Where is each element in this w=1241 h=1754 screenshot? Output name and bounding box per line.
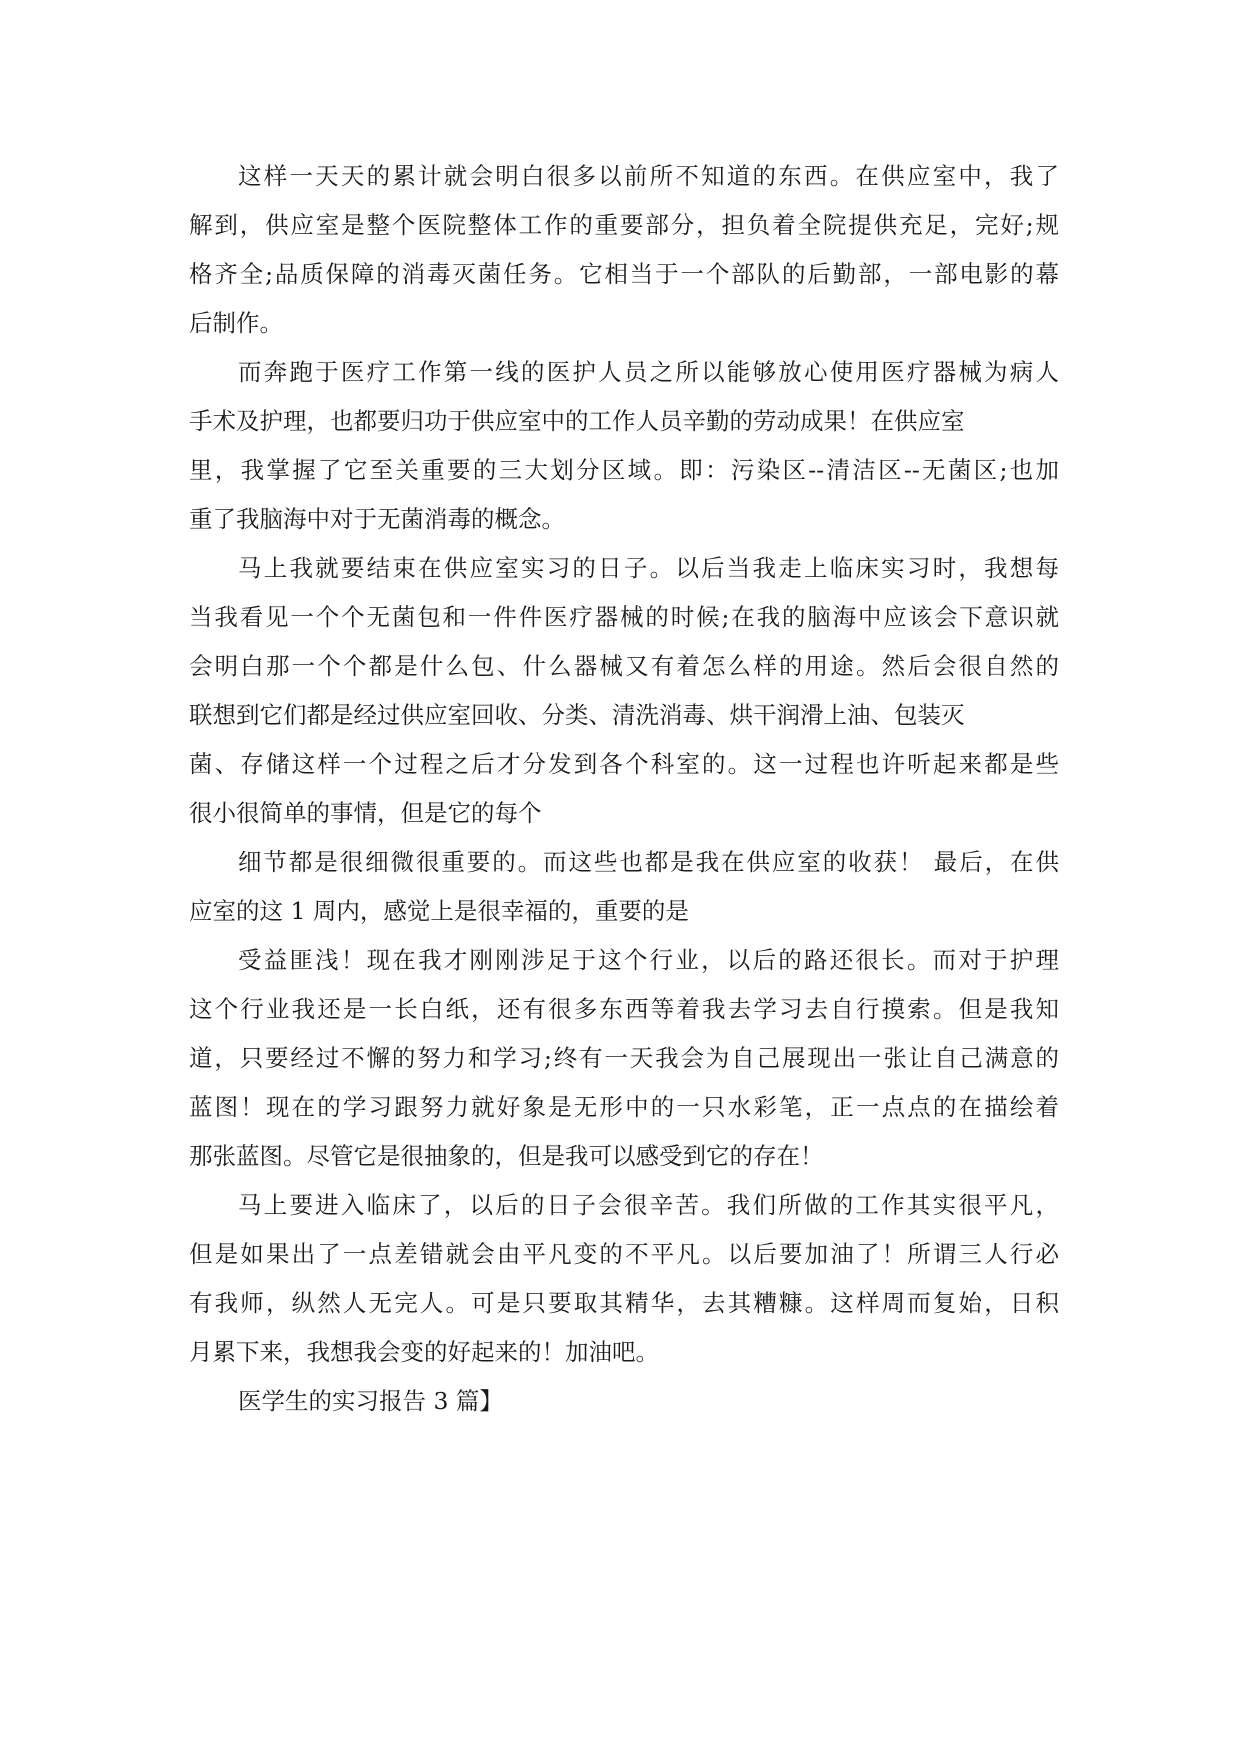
text-line: 会明白那一个个都是什么包、什么器械又有着怎么样的用途。然后会很自然的	[189, 652, 1059, 680]
text-line: 马上我就要结束在供应室实习的日子。以后当我走上临床实习时，我想每	[238, 554, 1059, 582]
text-line: 手术及护理，也都要归功于供应室中的工作人员辛勤的劳动成果！在供应室	[189, 407, 965, 435]
text-line: 而奔跑于医疗工作第一线的医护人员之所以能够放心使用医疗器械为病人	[238, 358, 1059, 386]
body-text	[189, 152, 1059, 1426]
paragraph	[189, 348, 1059, 544]
text-line: 道，只要经过不懈的努力和学习;终有一天我会为自己展现出一张让自己满意的	[189, 1044, 1059, 1072]
text-line: 月累下来，我想我会变的好起来的！加油吧。	[189, 1338, 659, 1366]
text-line: 那张蓝图。尽管它是很抽象的，但是我可以感受到它的存在！	[189, 1142, 824, 1170]
text-line: 后制作。	[189, 309, 283, 337]
paragraph	[189, 936, 1059, 1181]
text-line: 这个行业我还是一长白纸，还有很多东西等着我去学习去自行摸索。但是我知	[189, 995, 1059, 1023]
paragraph	[189, 152, 1059, 348]
text-line: 但是如果出了一点差错就会由平凡变的不平凡。以后要加油了！所谓三人行必	[189, 1240, 1059, 1268]
text-line: 有我师，纵然人无完人。可是只要取其精华，去其糟糠。这样周而复始，日积	[189, 1289, 1059, 1317]
text-line: 联想到它们都是经过供应室回收、分类、清洗消毒、烘干润滑上油、包装灭	[189, 701, 965, 729]
text-line: 蓝图！现在的学习跟努力就好象是无形中的一只水彩笔，正一点点的在描绘着	[189, 1093, 1059, 1121]
paragraph	[189, 1377, 1059, 1426]
text-line: 很小很简单的事情，但是它的每个	[189, 799, 542, 827]
text-line: 受益匪浅！现在我才刚刚涉足于这个行业，以后的路还很长。而对于护理	[238, 946, 1059, 974]
text-line: 这样一天天的累计就会明白很多以前所不知道的东西。在供应室中，我了	[238, 162, 1059, 190]
paragraph	[189, 544, 1059, 838]
section-title: 医学生的实习报告 3 篇】	[238, 1387, 503, 1415]
text-line: 当我看见一个个无菌包和一件件医疗器械的时候;在我的脑海中应该会下意识就	[189, 603, 1059, 631]
text-line: 细节都是很细微很重要的。而这些也都是我在供应室的收获！ 最后，在供	[238, 848, 1059, 876]
text-line: 解到，供应室是整个医院整体工作的重要部分，担负着全院提供充足，完好;规	[189, 211, 1059, 239]
text-line: 菌、存储这样一个过程之后才分发到各个科室的。这一过程也许听起来都是些	[189, 750, 1059, 778]
paragraph	[189, 1181, 1059, 1377]
text-line: 重了我脑海中对于无菌消毒的概念。	[189, 505, 565, 533]
text-line: 里，我掌握了它至关重要的三大划分区域。即：污染区--清洁区--无菌区;也加	[189, 456, 1059, 484]
text-line: 应室的这 1 周内，感觉上是很幸福的，重要的是	[189, 897, 689, 925]
text-line: 马上要进入临床了，以后的日子会很辛苦。我们所做的工作其实很平凡，	[238, 1191, 1059, 1219]
paragraph	[189, 838, 1059, 936]
text-line: 格齐全;品质保障的消毒灭菌任务。它相当于一个部队的后勤部，一部电影的幕	[189, 260, 1059, 288]
